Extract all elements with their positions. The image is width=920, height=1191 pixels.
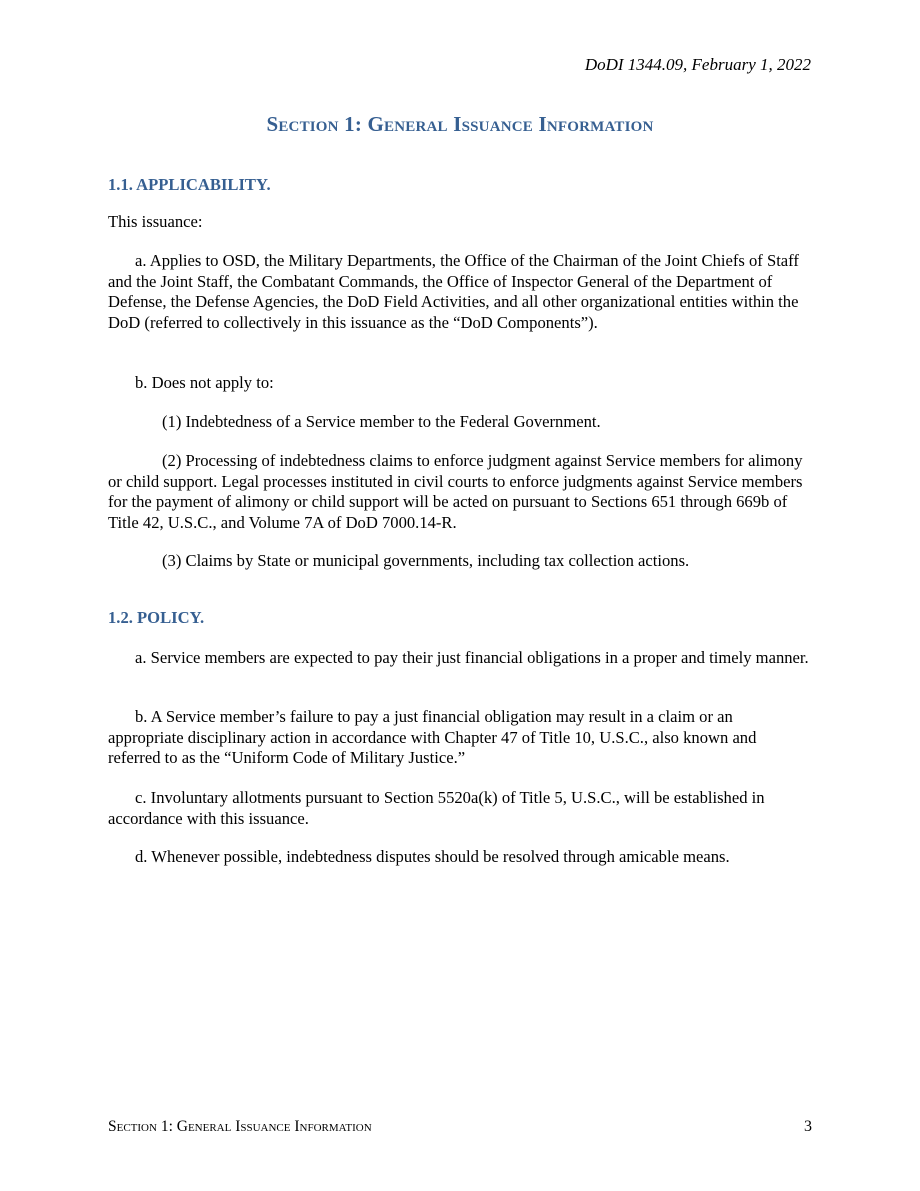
policy-item-c: c. Involuntary allotments pursuant to Section 5520a(k) of Title 5, U.S.C., will be established in accordance with this issuance. xyxy=(108,788,765,828)
applicability-item-a-block xyxy=(108,251,812,333)
policy-item-a-block xyxy=(108,648,812,669)
policy-item-c-block xyxy=(108,788,812,829)
policy-heading: 1.2. POLICY. xyxy=(108,608,205,627)
footer-page-number: 3 xyxy=(804,1118,812,1135)
policy-item-b: b. A Service member’s failure to pay a just financial obligation may result in a claim or an appropriate disciplinary action in accordance with Chapter 47 of Title 10, U.S.C., also known and referred to as the “Uniform Code of Military Justice.” xyxy=(108,707,757,767)
applicability-item-b2-block xyxy=(108,451,812,533)
policy-item-a: a. Service members are expected to pay their just financial obligations in a proper and timely manner. xyxy=(135,648,809,667)
policy-item-b-block xyxy=(108,707,812,769)
applicability-item-b1-block xyxy=(108,412,812,433)
running-header: DoDI 1344.09, February 1, 2022 xyxy=(584,55,811,74)
policy-item-d: d. Whenever possible, indebtedness disputes should be resolved through amicable means. xyxy=(135,847,730,866)
applicability-item-b: b. Does not apply to: xyxy=(135,373,274,392)
applicability-item-b3-block xyxy=(108,551,812,572)
applicability-item-a: a. Applies to OSD, the Military Departments, the Office of the Chairman of the Joint Chiefs of Staff and the Joint Staff, the Combatant Commands, the Office of Inspector General of the Department of Defense, the Defense Agencies, the DoD Field Activities, and all other organizational entities within the DoD (referred to collectively in this issuance as the “DoD Components”). xyxy=(108,251,799,332)
footer-section-label: Section 1: General Issuance Information xyxy=(108,1118,372,1135)
applicability-item-b1: (1) Indebtedness of a Service member to the Federal Government. xyxy=(162,412,601,431)
applicability-intro: This issuance: xyxy=(108,212,203,231)
applicability-heading: 1.1. APPLICABILITY. xyxy=(108,175,271,194)
applicability-intro-block xyxy=(108,212,812,233)
section-title: Section 1: General Issuance Information xyxy=(266,112,654,136)
applicability-item-b-block xyxy=(108,373,812,394)
applicability-item-b2: (2) Processing of indebtedness claims to enforce judgment against Service members for alimony or child support. Legal processes instituted in civil courts to enforce judgments against Service members for the payment of alimony or child support will be acted on pursuant to Sections 651 through 669b of Title 42, U.S.C., and Volume 7A of DoD 7000.14-R. xyxy=(108,451,803,532)
policy-item-d-block xyxy=(108,847,812,868)
policy-heading-block xyxy=(108,608,812,629)
applicability-heading-block xyxy=(108,175,812,196)
applicability-item-b3: (3) Claims by State or municipal governments, including tax collection actions. xyxy=(162,551,690,570)
